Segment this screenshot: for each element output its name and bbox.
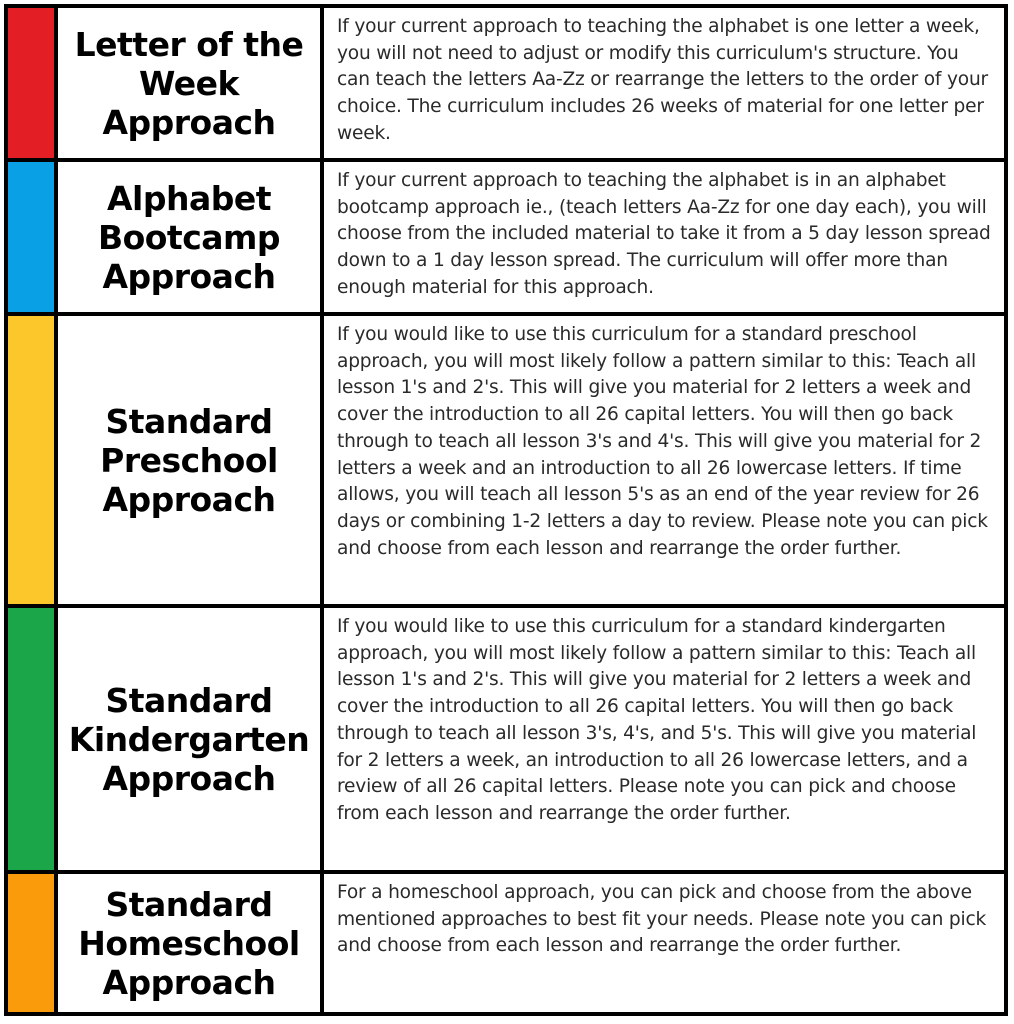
row-title: Standard Kindergarten Approach [68,680,310,798]
row-title: Letter of the Week Approach [74,24,304,142]
row-title-cell [58,608,320,870]
row-title: Standard Homeschool Approach [78,884,300,1002]
row-description: For a homeschool approach, you can pick and choose from the above mentioned approaches to best fit your needs. Please note you can pick and choose from each lesson and rearrange the order further. [337,882,987,957]
row-description-cell [324,8,1004,158]
row-title-cell [58,162,320,312]
row-description: If your current approach to teaching the alphabet is in an alphabet bootcamp approach ie., (teach letters Aa-Zz for one day each), you will choose from the included material to take it from a 5 day lesson spread down to a 1 day lesson spread. The curriculum will offer more than enough material for this approach. [337,170,991,298]
row-description: If you would like to use this curriculum for a standard kindergarten approach, you will most likely follow a pattern similar to this: Teach all lesson 1's and 2's. This will give you material for 2 letters a week and cover the introduction to all 26 capital letters. You will then go back through to teach all lesson 3's, 4's, and 5's. This will give you material for 2 letters a week, an introduction to all 26 lowercase letters, and a review of all 26 capital letters. Please note you can pick and choose from each lesson and rearrange the order further. [337,616,977,824]
row-description-cell [324,608,1004,870]
row-title: Standard Preschool Approach [100,401,278,519]
row-description-cell [324,316,1004,604]
row-title-cell [58,8,320,158]
row-description: If your current approach to teaching the alphabet is one letter a week, you will not need to adjust or modify this curriculum's structure. You can teach the letters Aa-Zz or rearrange the letters to the order of your choice. The curriculum includes 26 weeks of material for one letter per week. [337,16,988,144]
stripe-green [8,608,54,870]
stripe-yellow [8,316,54,604]
stripe-blue [8,162,54,312]
stripe-red [8,8,54,158]
row-title: Alphabet Bootcamp Approach [97,178,281,296]
approach-table [4,4,1008,1016]
row-description: If you would like to use this curriculum for a standard preschool approach, you will most likely follow a pattern similar to this: Teach all lesson 1's and 2's. This will give you material for 2 letters a week and cover the introduction to all 26 capital letters. You will then go back through to teach all lesson 3's and 4's. This will give you material for 2 letters a week and an introduction to all 26 lowercase letters. If time allows, you will teach all lesson 5's as an end of the year review for 26 days or combining 1-2 letters a day to review. Please note you can pick and choose from each lesson and rearrange the order further. [337,324,988,559]
row-description-cell [324,162,1004,312]
row-title-cell [58,316,320,604]
row-title-cell [58,874,320,1012]
stripe-orange [8,874,54,1012]
row-description-cell [324,874,1004,1012]
